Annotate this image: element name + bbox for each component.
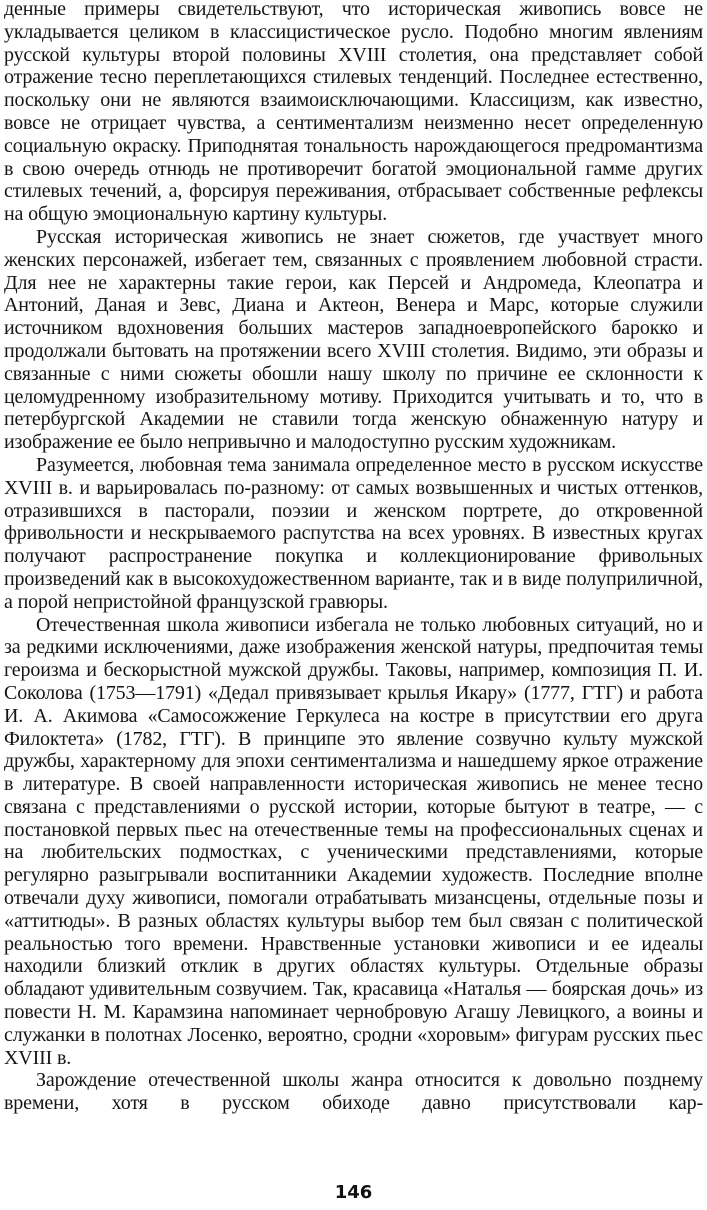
book-page <box>4 0 703 1210</box>
paragraph-male-friendship: Отечественная школа живописи избегала не только любовных ситуаций, но и за редкими исключениями, даже изображения женской натуры, предпочитая темы героизма и бескорыстной мужской дружбы. Таковы, например, композиция П. И. Соколова (1753—1791) «Дедал привязывает крылья Икару» (1777, ГТГ) и работа И. А. Акимова «Самосожжение Геркулеса на костре в присутствии его друга Филоктета» (1782, ГТГ). В принципе это явление созвучно культу мужской дружбы, характерному для эпохи сентиментализма и нашедшему яркое отражение в литературе. В своей направленности историческая живопись не менее тесно связана с представлениями о русской истории, которые бытуют в театре, — с постановкой первых пьес на отечественные темы на профессиональных сценах и на любительских подмостках, с ученическими представлениями, которые регулярно разыгрывали воспитанники Академии художеств. Последние вполне отвечали духу живописи, помогали отрабатывать мизансцены, отдельные позы и «аттитюды». В разных областях культуры выбор тем был связан с политической реальностью того времени. Нравственные установки живописи и ее идеалы находили близкий отклик в других областях культуры. Отдельные образы обладают удивительным созвучием. Так, красавица «Наталья — боярская дочь» из повести Н. М. Карамзина напоминает чернобровую Агашу Левицкого, а воины и служанки в полотнах Лосенко, вероятно, сродни «хоровым» фигурам русских пьес XVIII в. <box>4 613 703 1069</box>
paragraph-continuation: денные примеры свидетельствуют, что историческая живопись вовсе не укладывается целиком в классицистическое русло. Подобно многим явлениям русской культуры второй половины XVIII столетия, она представляет собой отражение тесно переплетающихся стилевых тенденций. Последнее естественно, поскольку они не являются взаимоисключающими. Классицизм, как известно, вовсе не отрицает чувства, а сентиментализм неизменно несет определенную социальную окраску. Приподнятая тональность нарождающегося предромантизма в свою очередь отнюдь не противоречит богатой эмоциональной гамме других стилевых течений, а, форсируя переживания, отбрасывает собственные рефлексы на общую эмоциональную картину культуры. <box>4 0 703 226</box>
paragraph-female-subjects: Русская историческая живопись не знает сюжетов, где участвует много женских персонажей, избегает тем, связанных с проявлением любовной страсти. Для нее не характерны такие герои, как Персей и Андромеда, Клеопатра и Антоний, Даная и Зевс, Диана и Актеон, Венера и Марс, которые служили источником вдохновения больших мастеров западноевропейского барокко и продолжали бытовать на протяжении всего XVIII столетия. Видимо, эти образы и связанные с ними сюжеты обошли нашу школу по причине ее склонности к целомудренному изобразительному мотиву. Приходится учитывать и то, что в петербургской Академии не ставили тогда женскую обнаженную натуру и изображение ее было непривычно и малодоступно русским художникам. <box>4 225 703 454</box>
paragraph-genre-school: Зарождение отечественной школы жанра относится к довольно позднему времени, хотя в русском обиходе давно присутствовали кар- <box>4 1069 703 1115</box>
paragraph-love-theme: Разумеется, любовная тема занимала определенное место в русском искусстве XVIII в. и варьировалась по-разному: от самых возвышенных и чистых оттенков, отразившихся в пасторали, поэзии и женском портрете, до откровенной фривольности и нескрываемого распутства на всех уровнях. В известных кругах получают распространение покупка и коллекционирование фривольных произведений как в высокохудожественном варианте, так и в виде полуприличной, а порой непристойной французской гравюры. <box>4 453 703 613</box>
page-number: 146 <box>334 1182 373 1203</box>
body-text <box>4 0 703 1115</box>
